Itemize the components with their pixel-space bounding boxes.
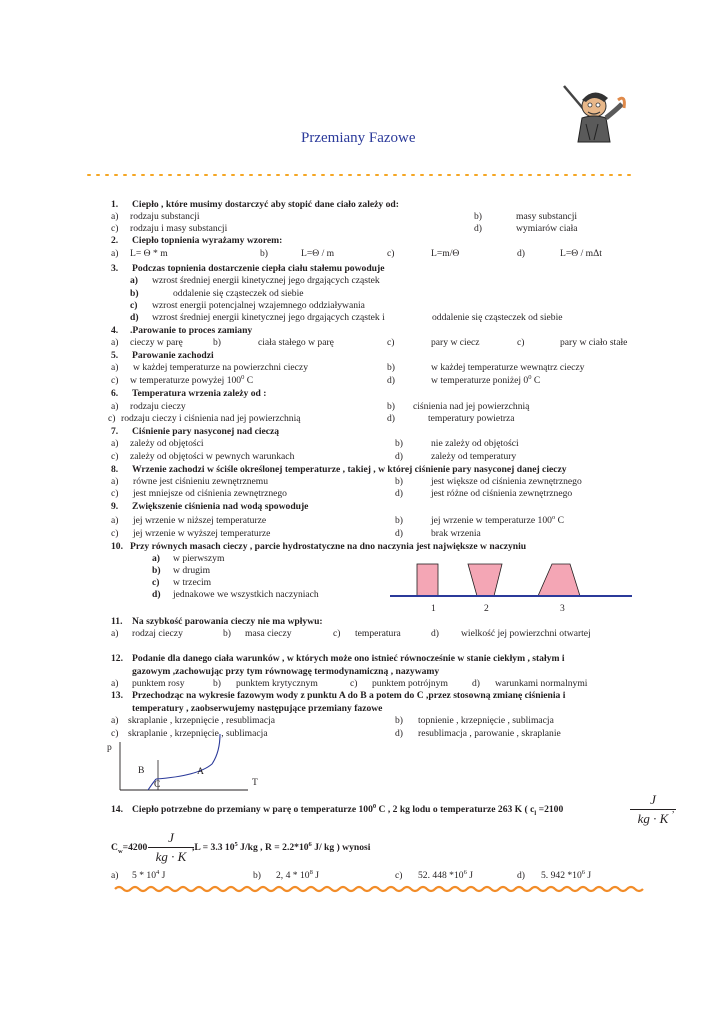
q7-b-label: b) [395,438,403,449]
q10-d-text: jednakowe we wszystkich naczyniach [173,589,319,600]
q9-c-label: c) [111,528,119,539]
q8-a-label: a) [111,476,119,487]
q14-number: 14. [111,804,123,815]
vessel-2 [468,564,502,596]
cartoon-mascot-image [560,80,630,150]
q1-d-text: wymiarów ciała [516,223,578,234]
q13-b-label: b) [395,715,403,726]
phase-diagram [108,738,258,793]
q10-c-text: w trzecim [173,577,212,588]
q4-d-label: c) [517,337,525,348]
q2-a-label: a) [111,248,119,259]
q8-a-text: równe jest ciśnieniu zewnętrznemu [133,476,269,487]
axis-t-label: T [252,777,258,788]
q4-d-text: pary w ciało stałe [560,337,628,348]
q14-frac-den-2: kg · K [155,849,187,864]
q7-a-label: a) [111,438,119,449]
point-c-label: C [154,779,161,790]
point-a-label: A [197,766,204,777]
q14-frac-num: J [650,792,656,807]
q4-b-label: b) [213,337,221,348]
q4-text: .Parowanie to proces zamiany [130,325,253,336]
q11-a-text: rodzaj cieczy [132,628,183,639]
point-b-label: B [138,765,145,776]
q13-a-text: skraplanie , krzepnięcie , resublimacja [128,715,276,726]
q4-a-text: cieczy w parę [130,337,183,348]
q13-number: 13. [111,690,123,701]
q14-c-text: 52. 448 $*10^6$ J [418,868,473,881]
q6-a-text: rodzaju cieczy [130,401,186,412]
q7-a-text: zależy od objętości [130,438,204,449]
q3-d-text: wzrost średniej energii kinetycznej jego drgających cząstek i [152,312,385,323]
q10-c-label: c) [152,577,160,588]
q11-a-label: a) [111,628,119,639]
q1-a-label: a) [111,211,119,222]
q9-a-text: jej wrzenie w niższej temperaturze [133,515,267,526]
q5-c-text: w temperaturze powyżej $100^0$ C [130,373,254,386]
q13-c-text: skraplanie , krzepnięcie , sublimacja [128,728,268,739]
q5-b-text: w każdej temperaturze wewnątrz cieczy [431,362,585,373]
q2-d-label: d) [517,248,525,259]
q13-text: Przechodząc na wykresie fazowym wody z punktu A do B a potem do C ,przez stosowną zmianę ciśnienia i [132,690,566,701]
q11-d-text: wielkość jej powierzchni otwartej [461,628,591,639]
q14-a-label: a) [111,870,119,881]
vessel-label-1: 1 [431,603,436,614]
q6-a-label: a) [111,401,119,412]
q8-b-text: jest większe od ciśnienia zewnętrznego [431,476,582,487]
dotted-divider [88,170,636,180]
q3-c-label: c) [130,300,138,311]
axis-p-label: p [107,742,112,753]
q14-text: Ciepło potrzebne do przemiany w parę o temperaturze $100^0$ C , 2 kg lodu o temperaturze 263 K ( $c_l =2100$ [132,802,564,817]
q10-b-label: b) [152,565,161,576]
q3-c-text: wzrost energii potencjalnej wzajemnego oddziaływania [152,300,365,311]
q2-number: 2. [111,235,119,246]
q14-b-text: 2, $4 * 10^8$ J [276,868,319,881]
q1-b-label: b) [474,211,482,222]
q6-d-label: d) [387,413,395,424]
q12-c-label: c) [350,678,358,689]
q3-text: Podczas topnienia dostarczenie ciepła ciału stałemu powoduje [132,263,385,274]
q14-d-text: 5. 942 $*10^6$ J [541,868,592,881]
q8-b-label: b) [395,476,403,487]
q2-a-text: L= Θ * m [130,248,168,259]
q3-a-label: a) [130,275,138,286]
q14-frac-num-2: J [168,830,174,845]
q12-b-text: punktem krytycznym [236,678,318,689]
q8-d-text: jest różne od ciśnienia zewnętrznego [431,488,573,499]
q13-text-2: temperatury , zaobserwujemy następujące przemiany fazowe [132,703,383,714]
q10-d-label: d) [152,589,161,600]
page-title: Przemiany Fazowe [301,130,416,146]
vessel-3 [538,564,580,596]
q4-a-label: a) [111,337,119,348]
q1-c-text: rodzaju i masy substancji [130,223,228,234]
q7-b-text: nie zależy od objętości [431,438,519,449]
q5-c-label: c) [111,375,119,386]
q9-c-text: jej wrzenie w wyższej temperaturze [133,528,271,539]
q3-d-label: d) [130,312,139,323]
phase-curve [156,734,220,779]
q6-b-text: ciśnienia nad jej powierzchnią [413,401,530,412]
q11-b-label: b) [223,628,231,639]
q1-a-text: rodzaju substancji [130,211,200,222]
q2-c-label: c) [387,248,395,259]
q14-cw: $C_w=4200$ [111,842,148,855]
q12-b-label: b) [213,678,221,689]
q12-d-label: d) [472,678,480,689]
q4-b-text: ciała stałego w parę [258,337,334,348]
q10-number: 10. [111,541,123,552]
q14-frac-den: kg · K [637,811,669,826]
q7-number: 7. [111,426,119,437]
q14-l-r: ,L = 3.3 $10^5$ J/kg , $R = 2.2*10^6$ J/ kg ) wynosi [192,840,371,853]
q12-a-label: a) [111,678,119,689]
vessels-diagram [390,560,635,600]
q1-d-label: d) [474,223,482,234]
q13-d-label: d) [395,728,403,739]
q2-d-text: L=Θ / mΔt [560,248,602,259]
q1-text: Ciepło , które musimy dostarczyć aby stopić dane ciało zależy od: [132,199,399,210]
q12-c-text: punktem potrójnym [372,678,448,689]
q6-number: 6. [111,388,119,399]
q12-text: Podanie dla danego ciała warunków , w których może ono istnieć równocześnie w stanie ciekłym , stałym i [132,653,565,664]
q12-d-text: warunkami normalnymi [495,678,588,689]
q1-c-label: c) [111,223,119,234]
q7-c-label: c) [111,451,119,462]
q4-c-text: pary w ciecz [431,337,480,348]
q12-text-2: gazowym ,zachowując przy tym równowagę termodynamiczną , nazywamy [132,666,440,677]
q14-d-label: d) [517,870,525,881]
q13-c-label: c) [111,728,119,739]
q10-a-label: a) [152,553,160,564]
q4-c-label: c) [387,337,395,348]
q5-d-label: d) [387,375,395,386]
wavy-divider [115,884,650,894]
q9-number: 9. [111,501,119,512]
q6-d-text: temperatury powietrza [428,413,515,424]
q3-number: 3. [111,263,119,274]
q3-a-text: wzrost średniej energii kinetycznej jego drgających cząstek [152,275,380,286]
q14-c-label: c) [395,870,403,881]
q4-number: 4. [111,325,119,336]
q3-b-label: b) [130,288,139,299]
q2-text: Ciepło topnienia wyrażamy wzorem: [132,235,283,246]
q9-text: Zwiększenie ciśnienia nad wodą spowoduje [132,501,309,512]
q8-d-label: d) [395,488,403,499]
q6-c-label: c) [108,413,116,424]
q11-c-label: c) [333,628,341,639]
q5-a-text: w każdej temperaturze na powierzchni cieczy [133,362,308,373]
q6-text: Temperatura wrzenia zależy od : [132,388,267,399]
q13-a-label: a) [111,715,119,726]
q2-b-text: L=Θ / m [301,248,335,259]
q7-d-label: d) [395,451,403,462]
vessel-label-3: 3 [560,603,565,614]
vessel-1 [417,564,438,596]
q11-c-text: temperatura [355,628,401,639]
q10-a-text: w pierwszym [173,553,225,564]
q5-b-label: b) [387,362,395,373]
q9-b-text: jej wrzenie w temperaturze 100$^o$ C [431,513,564,526]
q12-a-text: punktem rosy [132,678,185,689]
q3-d-text-cont: oddalenie się cząsteczek od siebie [432,312,563,323]
q7-d-text: zależy od temperatury [431,451,517,462]
q13-d-text: resublimacja , parowanie , skraplanie [418,728,561,739]
q9-d-label: d) [395,528,403,539]
q1-b-text: masy substancji [516,211,578,222]
q7-c-text: zależy od objętości w pewnych warunkach [130,451,295,462]
q7-text: Ciśnienie pary nasyconej nad cieczą [132,426,280,437]
q14-fraction-cl [630,792,676,827]
q3-b-text: oddalenie się cząsteczek od siebie [173,288,304,299]
q9-a-label: a) [111,515,119,526]
q11-text: Na szybkość parowania cieczy nie ma wpływu: [132,616,323,627]
q10-text: Przy równych masach cieczy , parcie hydrostatyczne na dno naczynia jest największe w naczyniu [130,541,527,552]
q6-c-text: rodzaju cieczy i ciśnienia nad jej powierzchnią [121,413,301,424]
q8-number: 8. [111,464,119,475]
q8-c-text: jest mniejsze od ciśnienia zewnętrznego [133,488,287,499]
q5-number: 5. [111,350,119,361]
q14-comma: , [672,804,675,815]
q11-number: 11. [111,616,123,627]
q6-b-label: b) [387,401,395,412]
q14-b-label: b) [253,870,261,881]
q13-b-text: topnienie , krzepnięcie , sublimacja [418,715,554,726]
q10-b-text: w drugim [173,565,211,576]
q14-a-text: $5 * 10^4$ J [132,868,166,881]
q8-text: Wrzenie zachodzi w ściśle określonej temperaturze , takiej , w której ciśnienie pary nasyconej danej cieczy [132,464,567,475]
q5-text: Parowanie zachodzi [132,350,214,361]
q14-fraction-cw [148,830,194,865]
q11-d-label: d) [431,628,439,639]
q5-a-label: a) [111,362,119,373]
vessel-label-2: 2 [484,603,489,614]
q12-number: 12. [111,653,123,664]
q5-d-text: w temperaturze poniżej $0^0$ C [431,373,541,386]
q11-b-text: masa cieczy [245,628,292,639]
q9-b-label: b) [395,515,403,526]
q2-c-text: L=m/Θ [431,248,460,259]
q2-b-label: b) [260,248,268,259]
q1-number: 1. [111,199,119,210]
q8-c-label: c) [111,488,119,499]
q9-d-text: brak wrzenia [431,528,481,539]
